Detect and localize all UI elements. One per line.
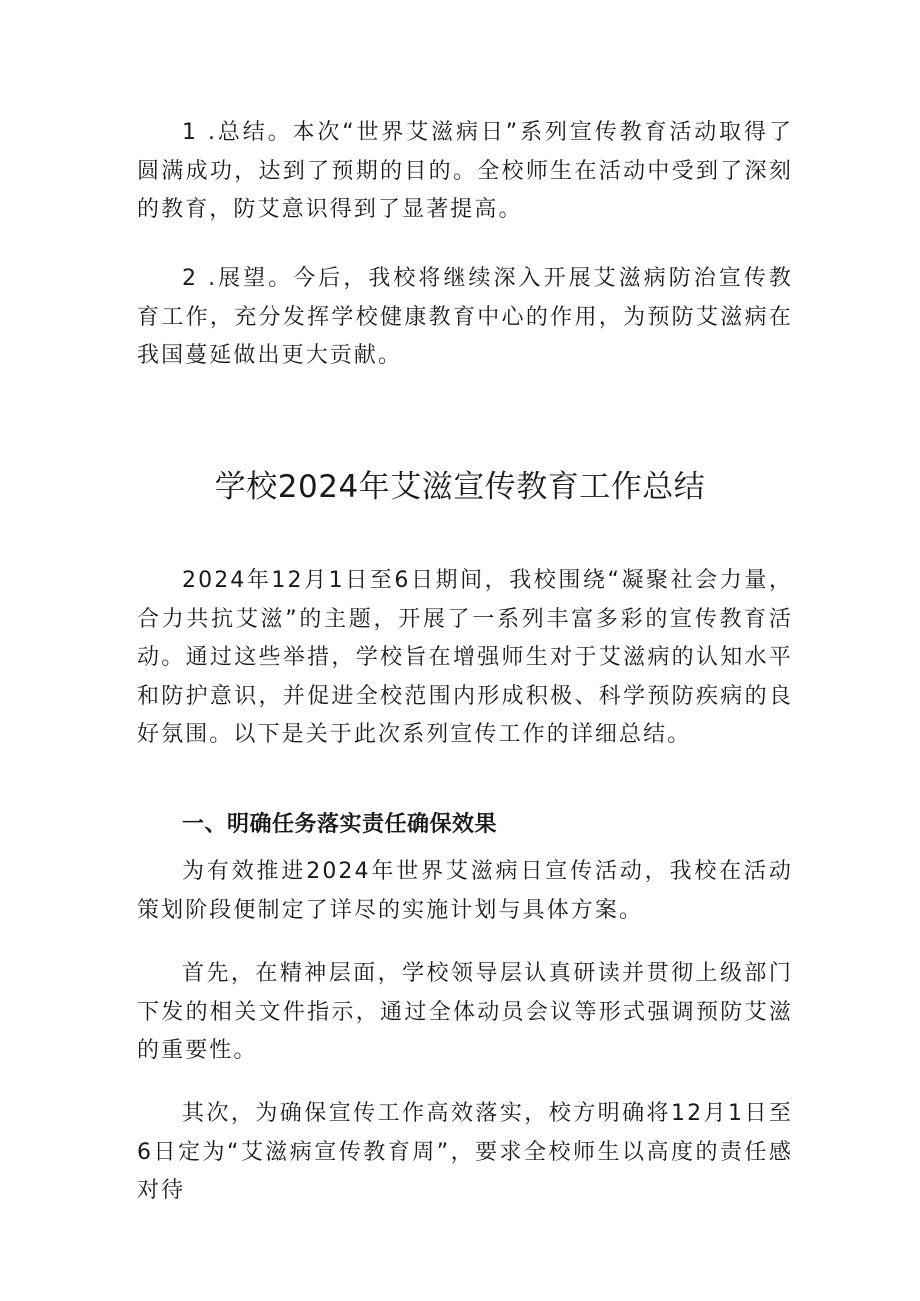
section-paragraph-first: 首先，在精神层面，学校领导层认真研读并贯彻上级部门下发的相关文件指示，通过全体动员会议等形式强调预防艾滋的重要性。 (137, 961, 793, 1063)
document-title: 学校2024年艾滋宣传教育工作总结 (214, 469, 706, 505)
section-paragraph-second: 其次，为确保宣传工作高效落实，校方明确将12月1日至6日定为“艾滋病宣传教育周”，要求全校师生以高度的责任感对待 (137, 1101, 793, 1203)
section-heading: 一、明确任务落实责任确保效果 (182, 812, 498, 837)
outlook-paragraph: 2 .展望。今后，我校将继续深入开展艾滋病防治宣传教育工作，充分发挥学校健康教育中心的作用，为预防艾滋病在我国蔓延做出更大贡献。 (137, 266, 793, 368)
intro-paragraph: 2024年12月1日至6日期间，我校围绕“凝聚社会力量，合力共抗艾滋”的主题，开展了一系列丰富多彩的宣传教育活动。通过这些举措，学校旨在增强师生对于艾滋病的认知水平和防护意识，并促进全校范围内形成积极、科学预防疾病的良好氛围。以下是关于此次系列宣传工作的详细总结。 (137, 568, 793, 747)
summary-paragraph: 1 .总结。本次“世界艾滋病日”系列宣传教育活动取得了圆满成功，达到了预期的目的。全校师生在活动中受到了深刻的教育，防艾意识得到了显著提高。 (137, 120, 793, 222)
section-paragraph-plan: 为有效推进2024年世界艾滋病日宣传活动，我校在活动策划阶段便制定了详尽的实施计划与具体方案。 (137, 859, 793, 923)
